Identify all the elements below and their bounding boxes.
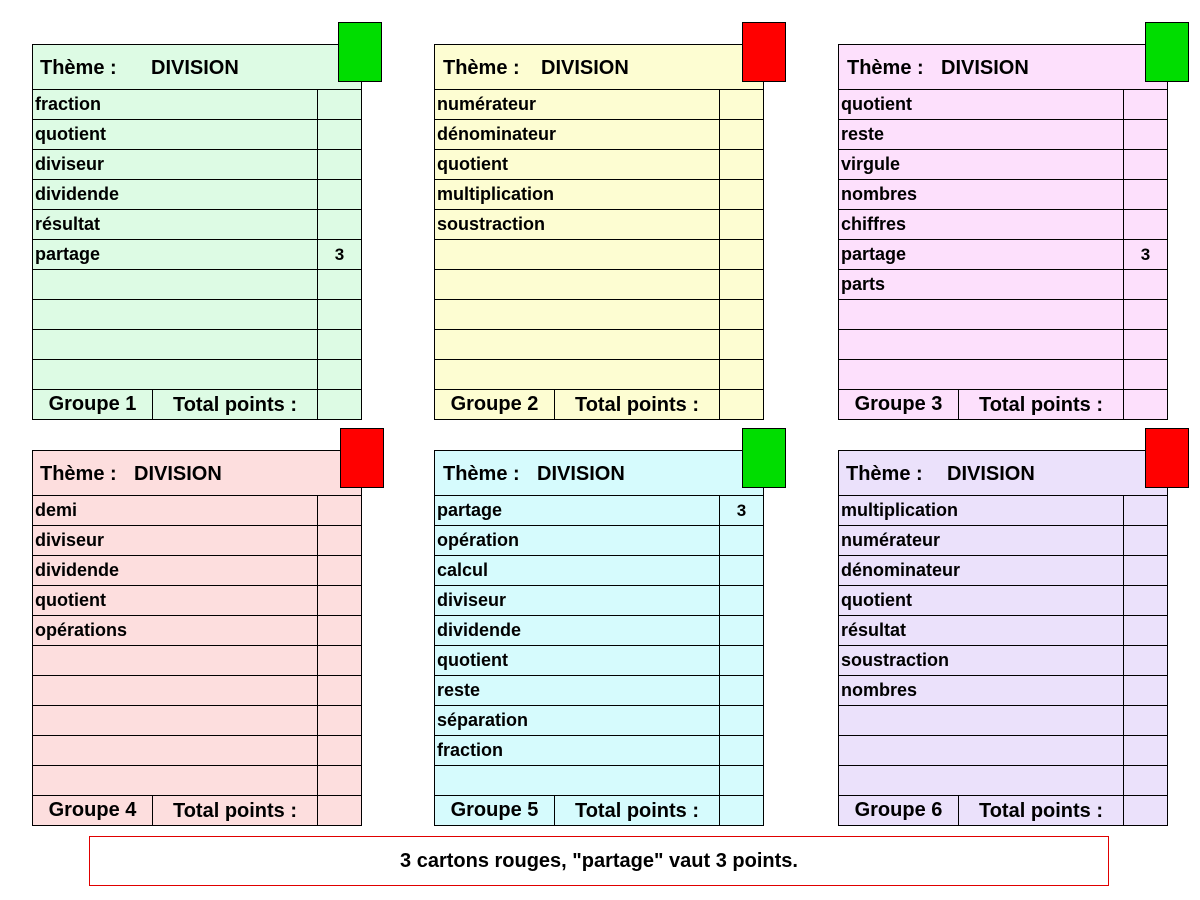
red-card-flag: [340, 428, 384, 488]
word-text[interactable]: parts: [841, 274, 886, 294]
word-row: [839, 766, 1167, 796]
red-card-flag: [742, 22, 786, 82]
score-card-group-6: [838, 450, 1168, 826]
word-row: [33, 300, 361, 330]
word-row: [435, 646, 763, 676]
points-cell[interactable]: [1123, 766, 1167, 795]
word-row: [839, 210, 1167, 240]
word-row: [33, 150, 361, 180]
points-cell[interactable]: 3: [317, 240, 361, 269]
points-cell[interactable]: [1123, 180, 1167, 209]
total-points-label: Total points :: [978, 800, 1104, 822]
points-cell[interactable]: [1123, 210, 1167, 239]
word-row: [435, 300, 763, 330]
word-text[interactable]: partage: [35, 244, 101, 264]
group-label: Groupe 4: [33, 795, 153, 825]
word-text[interactable]: fraction: [437, 740, 504, 760]
word-text[interactable]: quotient: [841, 590, 912, 610]
word-row: [33, 736, 361, 766]
word-text[interactable]: partage: [437, 500, 503, 520]
points-cell[interactable]: [317, 676, 361, 705]
word-text[interactable]: numérateur: [841, 530, 941, 550]
group-label: Groupe 2: [435, 389, 555, 419]
points-cell[interactable]: [1123, 586, 1167, 615]
word-row: [435, 210, 763, 240]
word-row: [839, 120, 1167, 150]
points-cell[interactable]: [317, 330, 361, 359]
word-text[interactable]: demi: [35, 500, 78, 520]
word-row: [435, 90, 763, 120]
total-points-box[interactable]: [1123, 795, 1167, 825]
total-points-box[interactable]: [317, 389, 361, 419]
card-header: [33, 451, 361, 496]
word-row: [435, 526, 763, 556]
points-cell[interactable]: [1123, 360, 1167, 389]
points-cell[interactable]: [1123, 150, 1167, 179]
red-card-flag: [1145, 428, 1189, 488]
total-points-label: Total points :: [172, 800, 298, 822]
word-row: [839, 616, 1167, 646]
word-row: [839, 330, 1167, 360]
word-row: [839, 240, 1167, 270]
score-card-group-5: [434, 450, 764, 826]
points-cell[interactable]: [317, 90, 361, 119]
theme-label: Thème :: [847, 57, 924, 79]
word-row: [435, 270, 763, 300]
word-row: [33, 676, 361, 706]
points-cell[interactable]: [317, 526, 361, 555]
points-cell[interactable]: [1123, 646, 1167, 675]
card-footer: [839, 795, 1167, 825]
word-text[interactable]: soustraction: [437, 214, 546, 234]
points-cell[interactable]: [317, 300, 361, 329]
total-points-box[interactable]: [719, 795, 763, 825]
points-cell[interactable]: [719, 360, 763, 389]
word-text[interactable]: dividende: [35, 184, 120, 204]
word-text[interactable]: fraction: [35, 94, 102, 114]
points-cell[interactable]: [1123, 706, 1167, 735]
theme-label: Thème :: [846, 463, 923, 485]
word-row: [839, 150, 1167, 180]
points-cell[interactable]: [1123, 616, 1167, 645]
word-text[interactable]: dénominateur: [841, 560, 961, 580]
total-points-box[interactable]: [1123, 389, 1167, 419]
points-cell[interactable]: [1123, 300, 1167, 329]
word-row: [33, 526, 361, 556]
word-row: [435, 120, 763, 150]
points-cell[interactable]: [719, 556, 763, 585]
word-row: [435, 736, 763, 766]
word-text[interactable]: nombres: [841, 680, 918, 700]
points-cell[interactable]: [719, 766, 763, 795]
points-cell[interactable]: [1123, 120, 1167, 149]
word-text[interactable]: virgule: [841, 154, 901, 174]
word-row: [33, 556, 361, 586]
word-row: [839, 526, 1167, 556]
points-cell[interactable]: [719, 150, 763, 179]
points-cell[interactable]: [719, 616, 763, 645]
word-row: [33, 766, 361, 796]
points-cell[interactable]: [317, 706, 361, 735]
word-row: [435, 706, 763, 736]
word-text[interactable]: quotient: [841, 94, 912, 114]
card-header: [435, 451, 763, 496]
points-cell[interactable]: [1123, 526, 1167, 555]
word-row: [839, 360, 1167, 390]
word-row: [839, 300, 1167, 330]
total-points-label: Total points :: [172, 394, 298, 416]
points-cell[interactable]: [1123, 90, 1167, 119]
points-cell[interactable]: [719, 676, 763, 705]
points-cell[interactable]: [1123, 736, 1167, 765]
word-text[interactable]: nombres: [841, 184, 918, 204]
word-row: [839, 556, 1167, 586]
word-row: [839, 90, 1167, 120]
word-row: [33, 270, 361, 300]
points-cell[interactable]: [317, 360, 361, 389]
word-text[interactable]: multiplication: [841, 500, 958, 520]
card-header: [839, 45, 1167, 90]
points-cell[interactable]: [317, 586, 361, 615]
word-text[interactable]: quotient: [437, 650, 508, 670]
word-text[interactable]: dénominateur: [437, 124, 557, 144]
word-row: [33, 706, 361, 736]
score-card-group-4: [32, 450, 362, 826]
points-cell[interactable]: [317, 646, 361, 675]
total-points-label: Total points :: [574, 800, 700, 822]
theme-label: Thème :: [40, 463, 117, 485]
theme-value: DIVISION: [151, 57, 239, 79]
word-text[interactable]: opérations: [35, 620, 128, 640]
points-cell[interactable]: [719, 706, 763, 735]
word-text[interactable]: diviseur: [437, 590, 507, 610]
points-cell[interactable]: [719, 240, 763, 269]
points-cell[interactable]: [317, 150, 361, 179]
word-text[interactable]: diviseur: [35, 530, 105, 550]
score-card-group-3: [838, 44, 1168, 420]
theme-label: Thème :: [443, 57, 520, 79]
points-cell[interactable]: [317, 556, 361, 585]
theme-value: DIVISION: [541, 57, 629, 79]
word-text[interactable]: dividende: [35, 560, 120, 580]
group-label: Groupe 5: [435, 795, 555, 825]
scoring-note: 3 cartons rouges, "partage" vaut 3 points.: [89, 836, 1109, 886]
group-label: Groupe 3: [839, 389, 959, 419]
points-cell[interactable]: [719, 330, 763, 359]
score-card-group-1: [32, 44, 362, 420]
total-points-box[interactable]: [719, 389, 763, 419]
word-row: [33, 120, 361, 150]
theme-value: DIVISION: [537, 463, 625, 485]
points-cell[interactable]: [719, 526, 763, 555]
word-text[interactable]: numérateur: [437, 94, 537, 114]
points-cell[interactable]: [719, 300, 763, 329]
word-row: [435, 496, 763, 526]
word-row: [435, 360, 763, 390]
word-row: [33, 210, 361, 240]
word-row: [33, 360, 361, 390]
points-cell[interactable]: [1123, 270, 1167, 299]
word-row: [839, 706, 1167, 736]
word-text[interactable]: résultat: [35, 214, 101, 234]
green-card-flag: [338, 22, 382, 82]
points-cell[interactable]: [719, 180, 763, 209]
word-row: [435, 330, 763, 360]
word-row: [435, 180, 763, 210]
word-row: [33, 496, 361, 526]
word-text[interactable]: quotient: [35, 124, 106, 144]
points-cell[interactable]: [719, 120, 763, 149]
points-cell[interactable]: [317, 270, 361, 299]
points-cell[interactable]: [317, 120, 361, 149]
card-footer: [33, 795, 361, 825]
word-text[interactable]: quotient: [35, 590, 106, 610]
word-row: [435, 150, 763, 180]
word-row: [839, 270, 1167, 300]
card-footer: [839, 389, 1167, 419]
word-row: [33, 616, 361, 646]
word-text[interactable]: calcul: [437, 560, 489, 580]
word-text[interactable]: diviseur: [35, 154, 105, 174]
word-text[interactable]: séparation: [437, 710, 529, 730]
word-text[interactable]: multiplication: [437, 184, 554, 204]
points-cell[interactable]: [719, 586, 763, 615]
points-cell[interactable]: 3: [719, 496, 763, 525]
word-row: [839, 676, 1167, 706]
points-cell[interactable]: [719, 736, 763, 765]
points-cell[interactable]: 3: [1123, 240, 1167, 269]
word-row: [33, 586, 361, 616]
word-text[interactable]: résultat: [841, 620, 907, 640]
card-header: [839, 451, 1167, 496]
word-text[interactable]: quotient: [437, 154, 508, 174]
theme-label: Thème :: [40, 57, 117, 79]
theme-value: DIVISION: [941, 57, 1029, 79]
word-row: [435, 556, 763, 586]
points-cell[interactable]: [317, 616, 361, 645]
word-row: [839, 180, 1167, 210]
theme-label: Thème :: [443, 463, 520, 485]
card-footer: [33, 389, 361, 419]
word-row: [33, 90, 361, 120]
score-card-group-2: [434, 44, 764, 420]
points-cell[interactable]: [317, 736, 361, 765]
word-text[interactable]: dividende: [437, 620, 522, 640]
word-text[interactable]: soustraction: [841, 650, 950, 670]
word-row: [33, 180, 361, 210]
word-row: [33, 240, 361, 270]
total-points-box[interactable]: [317, 795, 361, 825]
points-cell[interactable]: [1123, 676, 1167, 705]
points-cell[interactable]: [317, 766, 361, 795]
points-cell[interactable]: [1123, 330, 1167, 359]
word-row: [33, 330, 361, 360]
group-label: Groupe 6: [839, 795, 959, 825]
points-cell[interactable]: [719, 210, 763, 239]
points-cell[interactable]: [719, 270, 763, 299]
points-cell[interactable]: [1123, 556, 1167, 585]
points-cell[interactable]: [317, 180, 361, 209]
word-text[interactable]: reste: [841, 124, 885, 144]
total-points-label: Total points :: [574, 394, 700, 416]
word-row: [435, 676, 763, 706]
word-row: [33, 646, 361, 676]
card-footer: [435, 389, 763, 419]
word-row: [839, 586, 1167, 616]
word-text[interactable]: partage: [841, 244, 907, 264]
word-text[interactable]: opération: [437, 530, 520, 550]
points-cell[interactable]: [719, 90, 763, 119]
points-cell[interactable]: [1123, 496, 1167, 525]
word-text[interactable]: reste: [437, 680, 481, 700]
card-header: [435, 45, 763, 90]
word-row: [435, 240, 763, 270]
theme-value: DIVISION: [947, 463, 1035, 485]
word-row: [435, 766, 763, 796]
word-row: [839, 736, 1167, 766]
word-text[interactable]: chiffres: [841, 214, 907, 234]
card-footer: [435, 795, 763, 825]
word-row: [839, 646, 1167, 676]
theme-value: DIVISION: [134, 463, 222, 485]
total-points-label: Total points :: [978, 394, 1104, 416]
card-header: [33, 45, 361, 90]
word-row: [839, 496, 1167, 526]
points-cell[interactable]: [719, 646, 763, 675]
points-cell[interactable]: [317, 496, 361, 525]
group-label: Groupe 1: [33, 389, 153, 419]
green-card-flag: [742, 428, 786, 488]
points-cell[interactable]: [317, 210, 361, 239]
word-row: [435, 586, 763, 616]
word-row: [435, 616, 763, 646]
green-card-flag: [1145, 22, 1189, 82]
